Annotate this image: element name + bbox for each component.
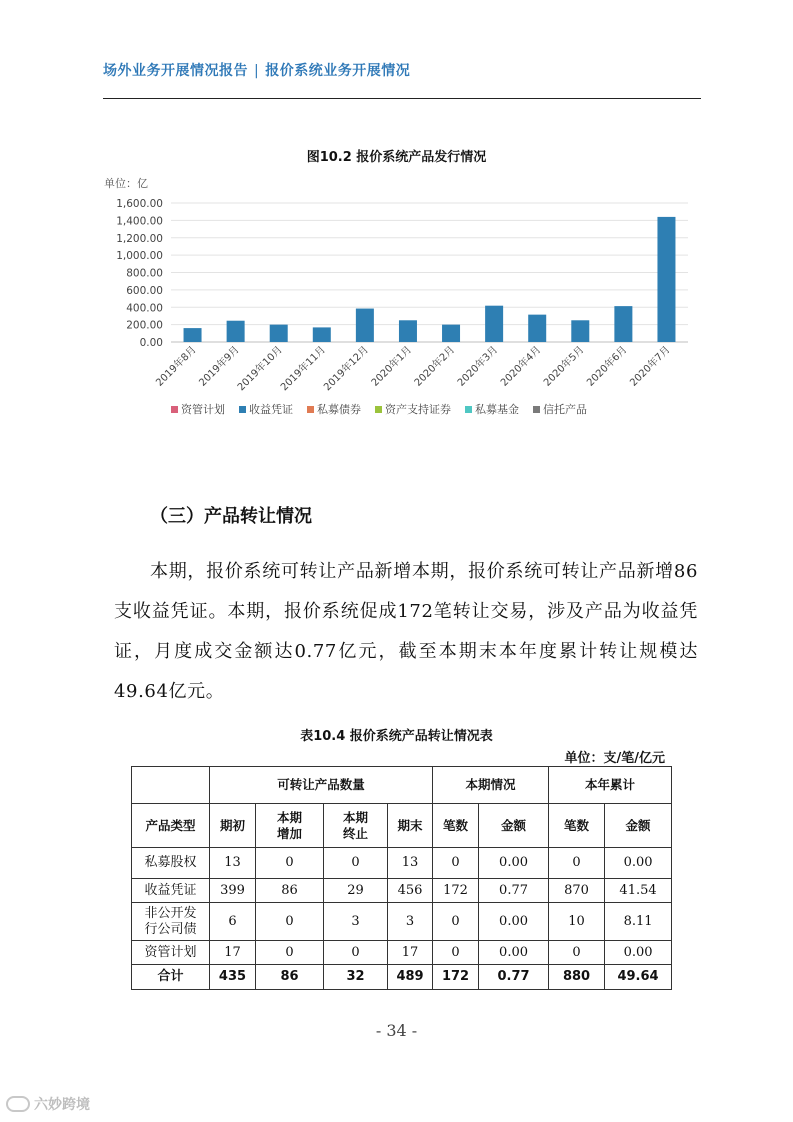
bar-收益凭证 <box>442 325 460 342</box>
total-cell: 880 <box>549 965 605 990</box>
table-cell: 资管计划 <box>132 941 210 965</box>
legend-swatch <box>465 406 472 413</box>
watermark <box>6 1094 90 1114</box>
table-cell: 私募股权 <box>132 848 210 879</box>
y-tick-label: 200.00 <box>126 319 163 332</box>
total-cell: 49.64 <box>605 965 672 990</box>
legend-item-私募基金: 私募基金 <box>475 403 519 416</box>
table-cell: 收益凭证 <box>132 879 210 903</box>
x-tick-label: 2020年4月 <box>498 344 544 389</box>
total-cell: 489 <box>388 965 433 990</box>
watermark-logo-icon <box>6 1096 30 1112</box>
table-cell: 172 <box>433 879 479 903</box>
table-cell: 0.00 <box>605 848 672 879</box>
y-tick-label: 1,200.00 <box>116 232 163 245</box>
legend-swatch <box>171 406 178 413</box>
table-cell: 8.11 <box>605 903 672 941</box>
x-tick-label: 2020年1月 <box>369 344 415 389</box>
legend-swatch <box>375 406 382 413</box>
bar-收益凭证 <box>399 320 417 342</box>
group-header: 本年累计 <box>549 767 672 804</box>
legend-swatch <box>239 406 246 413</box>
table-row <box>132 903 672 941</box>
header-report-title: 场外业务开展情况报告 <box>103 63 248 79</box>
column-header: 金额 <box>479 804 549 848</box>
table-cell: 3 <box>324 903 388 941</box>
bar-收益凭证 <box>614 306 632 342</box>
x-tick-label: 2019年8月 <box>154 344 199 389</box>
group-header: 可转让产品数量 <box>210 767 433 804</box>
legend-swatch <box>307 406 314 413</box>
table-cell: 870 <box>549 879 605 903</box>
table-cell: 13 <box>388 848 433 879</box>
section-title: （三）产品转让情况 <box>150 506 312 527</box>
table-cell: 3 <box>388 903 433 941</box>
bar-收益凭证 <box>227 321 245 342</box>
total-cell: 86 <box>256 965 324 990</box>
y-tick-label: 0.00 <box>139 337 163 349</box>
x-tick-label: 2020年3月 <box>455 344 501 389</box>
table-row <box>132 879 672 903</box>
body-paragraph: 本期，报价系统可转让产品新增本期，报价系统可转让产品新增86支收益凭证。本期，报价系统促成172笔转让交易，涉及产品为收益凭证，月度成交金额达0.77亿元，截至本期末本年度累计转让规模达49.64亿元。 <box>114 561 698 702</box>
table-cell: 0 <box>433 903 479 941</box>
table-cell: 0 <box>549 848 605 879</box>
table-cell: 0.00 <box>605 941 672 965</box>
transfer-table <box>131 766 672 990</box>
column-header: 产品类型 <box>132 804 210 848</box>
bar-收益凭证 <box>657 217 675 342</box>
table-unit: 单位：支/笔/亿元 <box>564 751 665 766</box>
column-header: 期末 <box>388 804 433 848</box>
column-header: 金额 <box>605 804 672 848</box>
table-cell: 6 <box>210 903 256 941</box>
total-cell: 合计 <box>132 965 210 990</box>
legend-item-资管计划: 资管计划 <box>181 403 225 416</box>
table-cell: 0 <box>324 941 388 965</box>
table-cell: 29 <box>324 879 388 903</box>
table-cell: 41.54 <box>605 879 672 903</box>
total-cell: 435 <box>210 965 256 990</box>
bar-收益凭证 <box>184 328 202 342</box>
table-cell: 0.00 <box>479 903 549 941</box>
table-cell: 399 <box>210 879 256 903</box>
y-tick-label: 1,400.00 <box>116 215 163 228</box>
x-tick-label: 2020年5月 <box>541 344 587 389</box>
table-cell: 0 <box>256 903 324 941</box>
column-header: 笔数 <box>549 804 605 848</box>
running-header <box>103 60 410 80</box>
table-title: 表10.4 报价系统产品转让情况表 <box>300 729 493 744</box>
bar-收益凭证 <box>270 325 288 342</box>
table-cell: 0.00 <box>479 941 549 965</box>
y-tick-label: 800.00 <box>126 267 163 280</box>
table-cell: 0.77 <box>479 879 549 903</box>
total-cell: 172 <box>433 965 479 990</box>
y-axis-unit-label: 单位：亿 <box>104 177 148 190</box>
bar-收益凭证 <box>356 309 374 342</box>
header-section-title: 报价系统业务开展情况 <box>265 63 411 79</box>
table-group-header-row <box>132 767 672 804</box>
bar-收益凭证 <box>528 315 546 342</box>
figure-title: 图10.2 报价系统产品发行情况 <box>306 150 487 165</box>
table-cell: 0 <box>256 848 324 879</box>
table-cell: 13 <box>210 848 256 879</box>
table-column-header-row <box>132 804 672 848</box>
legend-item-私募债券: 私募债券 <box>317 403 361 416</box>
table-cell: 0 <box>324 848 388 879</box>
x-tick-label: 2019年10月 <box>235 344 285 394</box>
x-tick-label: 2019年11月 <box>278 344 328 394</box>
header-rule <box>103 98 701 99</box>
table-total-row <box>132 965 672 990</box>
legend-item-收益凭证: 收益凭证 <box>249 403 293 416</box>
table-cell: 456 <box>388 879 433 903</box>
bar-收益凭证 <box>485 306 503 342</box>
y-tick-label: 1,600.00 <box>116 198 163 210</box>
table-row <box>132 848 672 879</box>
watermark-text: 六妙跨境 <box>34 1097 90 1113</box>
x-tick-label: 2019年9月 <box>197 344 242 389</box>
bar-收益凭证 <box>313 327 331 342</box>
header-separator: | <box>254 63 260 79</box>
page-number: - 34 - <box>375 1021 418 1040</box>
total-cell: 32 <box>324 965 388 990</box>
x-tick-label: 2020年7月 <box>628 344 673 389</box>
total-cell: 0.77 <box>479 965 549 990</box>
x-tick-label: 2019年12月 <box>322 344 371 394</box>
table-cell: 10 <box>549 903 605 941</box>
table-corner-cell <box>132 767 210 804</box>
legend-swatch <box>533 406 540 413</box>
table-cell: 0.00 <box>479 848 549 879</box>
y-tick-label: 1,000.00 <box>116 250 163 263</box>
group-header: 本期情况 <box>433 767 549 804</box>
column-header: 本期 增加 <box>256 804 324 848</box>
legend-item-信托产品: 信托产品 <box>543 403 587 416</box>
table-cell: 17 <box>210 941 256 965</box>
column-header: 本期 终止 <box>324 804 388 848</box>
column-header: 期初 <box>210 804 256 848</box>
x-tick-label: 2020年6月 <box>585 344 630 389</box>
y-tick-label: 600.00 <box>126 284 163 297</box>
table-cell: 0 <box>433 848 479 879</box>
column-header: 笔数 <box>433 804 479 848</box>
table-cell: 0 <box>256 941 324 965</box>
table-cell: 86 <box>256 879 324 903</box>
table-cell: 0 <box>433 941 479 965</box>
legend-item-资产支持证券: 资产支持证券 <box>385 403 451 416</box>
issuance-bar-chart <box>96 170 706 430</box>
bar-收益凭证 <box>571 320 589 342</box>
table-cell: 0 <box>549 941 605 965</box>
table-cell: 非公开发 行公司债 <box>132 903 210 941</box>
y-tick-label: 400.00 <box>126 302 163 315</box>
x-tick-label: 2020年2月 <box>412 344 458 389</box>
table-cell: 17 <box>388 941 433 965</box>
table-row <box>132 941 672 965</box>
